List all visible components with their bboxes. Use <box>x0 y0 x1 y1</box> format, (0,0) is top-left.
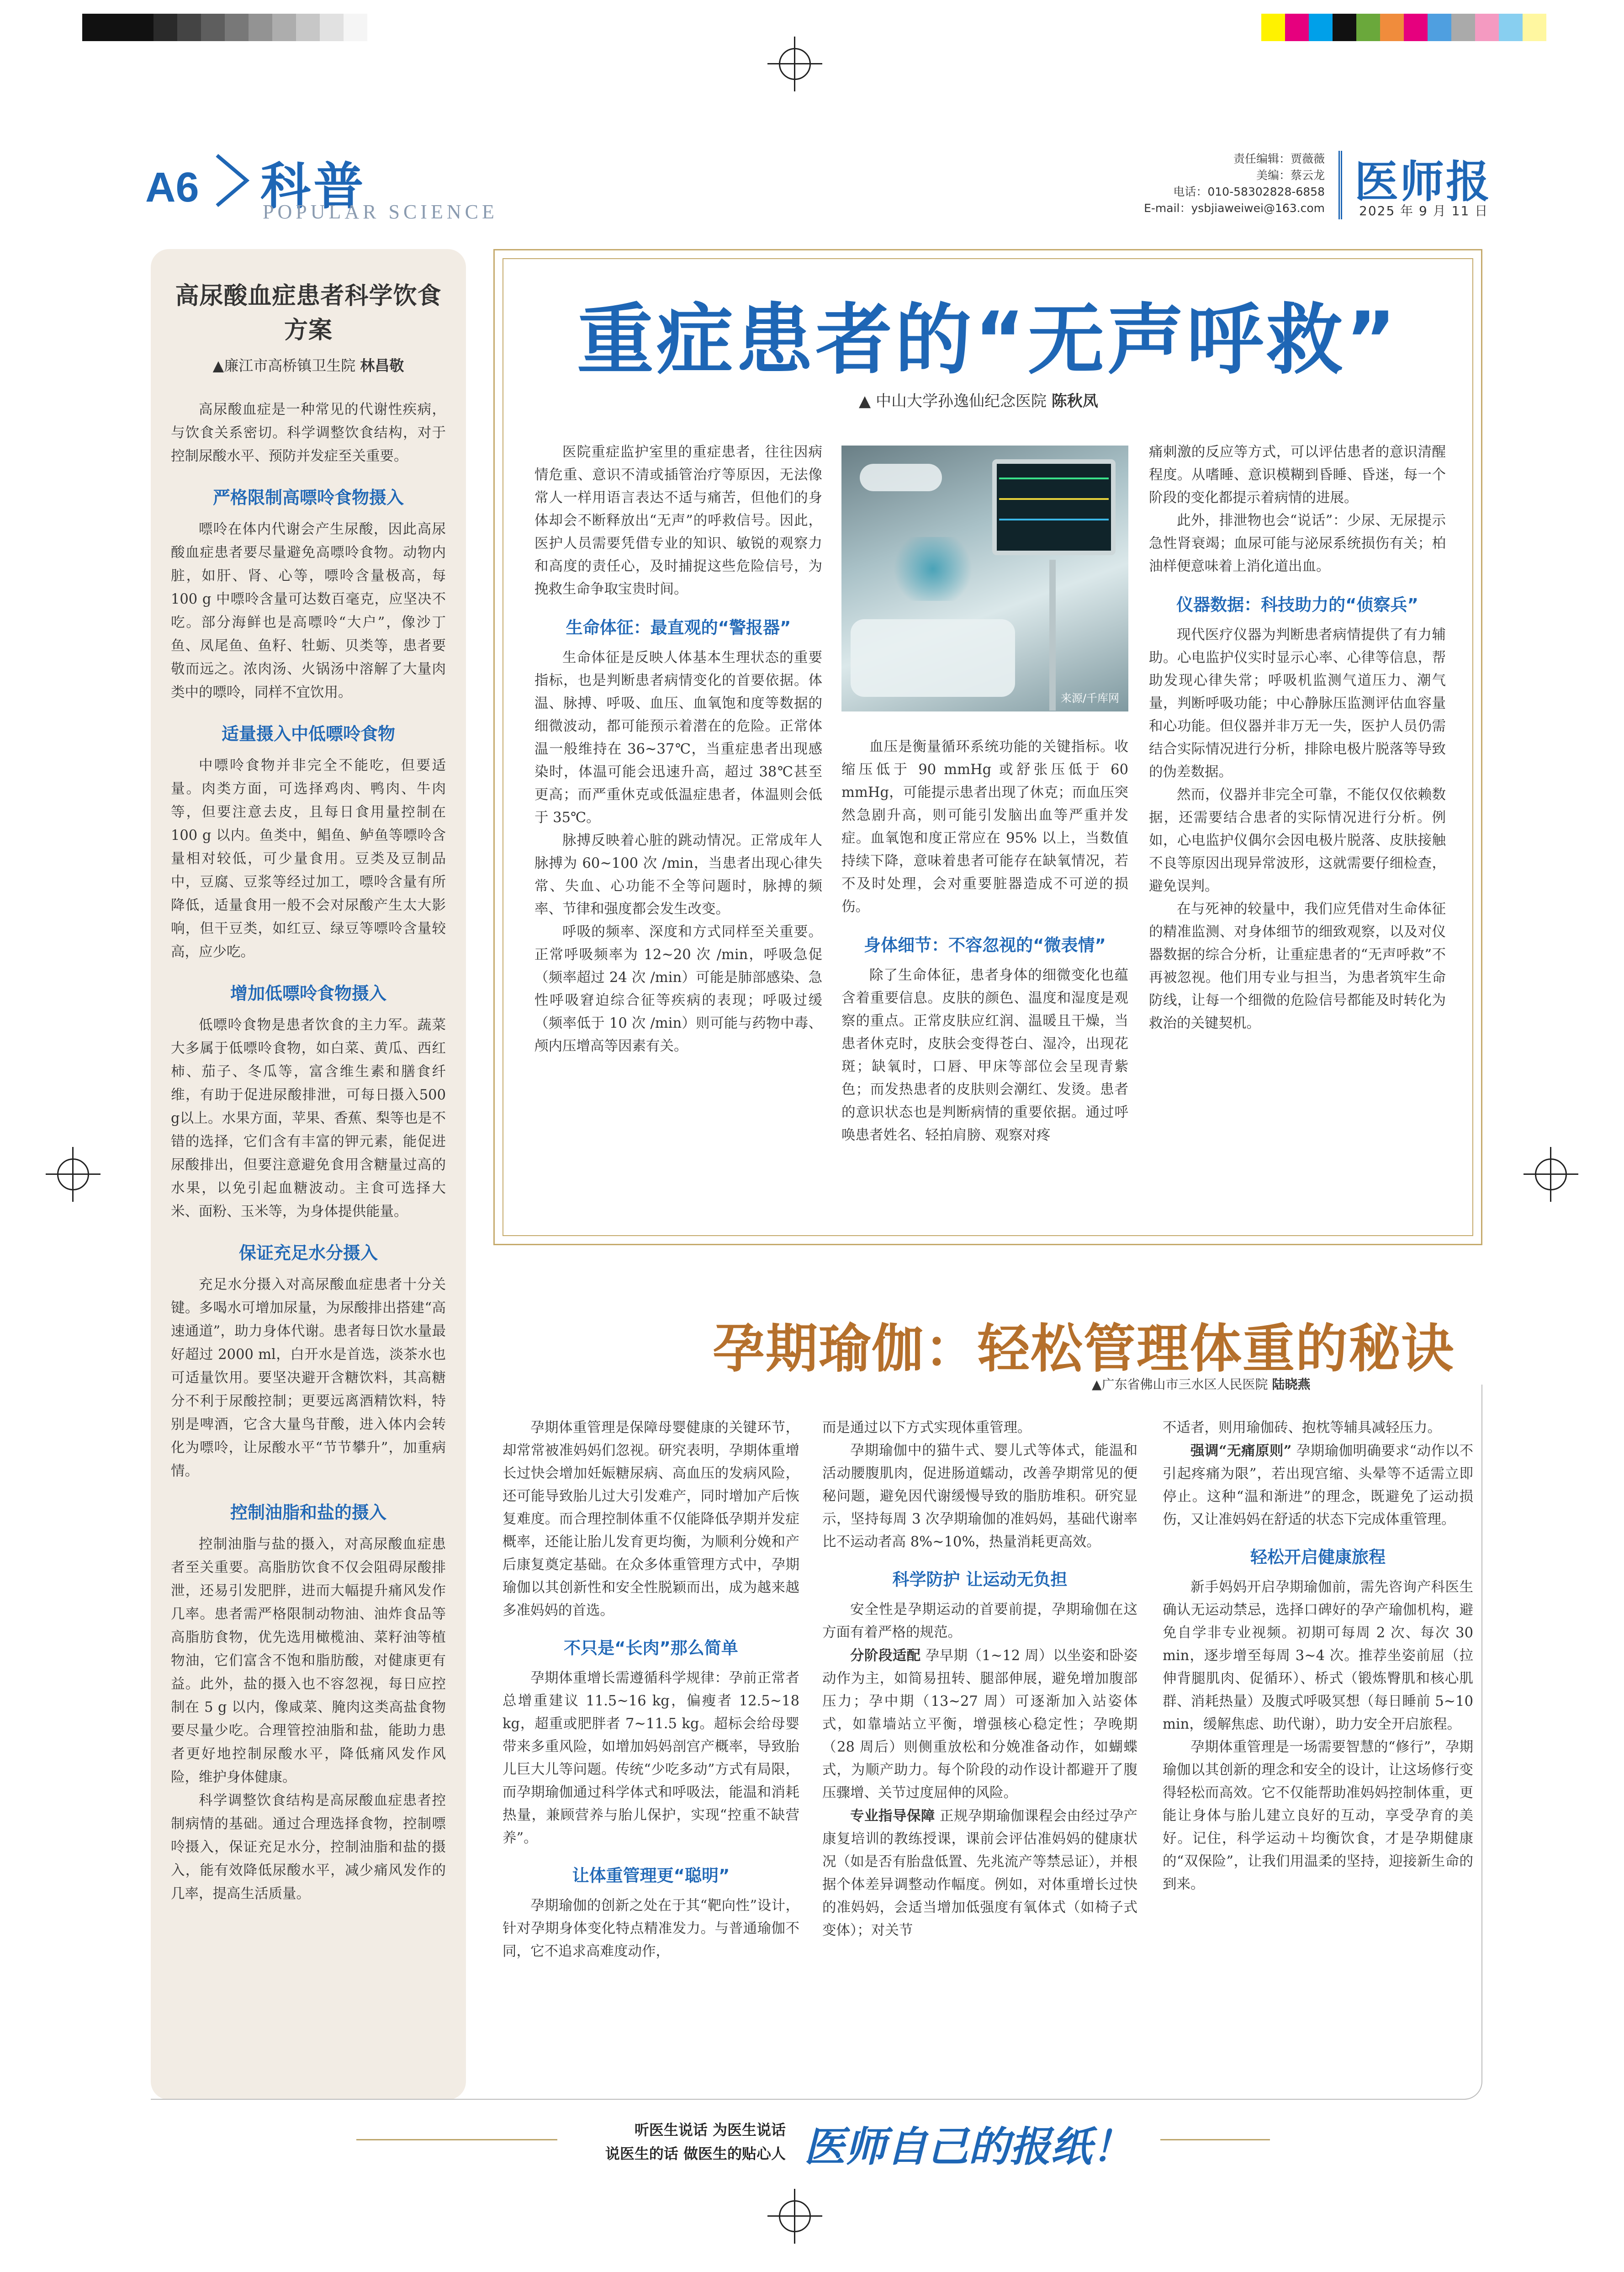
left-intro: 高尿酸血症是一种常见的代谢性疾病，与饮食关系密切。科学调整饮食结构，对于控制尿酸水平、预防并发症至关重要。 <box>171 402 446 464</box>
paragraph-text: 不适者，则用瑜伽砖、抱枕等辅具减轻压力。 <box>1163 1420 1441 1436</box>
registration-mark-right <box>1523 1147 1578 1202</box>
paragraph-lead: 分阶段适配 <box>850 1647 921 1664</box>
color-swatch <box>1333 14 1356 41</box>
author-affiliation: ▲ 中山大学孙逸仙纪念医院 <box>859 392 1047 410</box>
color-calibration-bar <box>1261 14 1546 41</box>
left-paragraph: 低嘌呤食物是患者饮食的主力军。蔬菜大多属于低嘌呤食物，如白菜、黄瓜、西红柿、茄子、冬瓜等，富含维生素和膳食纤维，有助于促进尿酸排泄，可每日摄入500 g以上。水果方面，苹果、香蕉、梨等也是不错的选择，它们含有丰富的钾元素，能促进尿酸排出，但要注意避免食用含糖量过高的水果，以免引起血糖波动。主食可选择大米、面粉、玉米等，为身体提供能量。 <box>171 1017 446 1220</box>
left-paragraph: 嘌呤在体内代谢会产生尿酸，因此高尿酸血症患者要尽量避免高嘌呤食物。动物内脏，如肝、肾、心等，嘌呤含量极高，每 100 g 中嘌呤含量可达数百毫克，应坚决不吃。部分海鲜也是高嘌呤“大户”，像沙丁鱼、凤尾鱼、鱼籽、牡蛎、贝类等，患者要敬而远之。浓肉汤、火锅汤中溶解了大量肉类中的嘌呤，同样不宜饮用。 <box>171 521 446 701</box>
article2-column-2 <box>822 1417 1137 1942</box>
paragraph <box>822 1439 1137 1554</box>
paragraph-text: 孕期瑜伽的创新之处在于其“靶向性”设计，针对孕期身体变化特点精准发力。与普通瑜伽不同，它不追求高难度动作， <box>503 1898 799 1959</box>
issue-date: 2025 年 9 月 11 日 <box>1359 203 1489 218</box>
footer-brand: 医师自己的报纸！ <box>804 2123 1133 2171</box>
paragraph <box>841 736 1128 918</box>
gray-swatch <box>201 14 225 41</box>
author-affiliation: ▲廉江市高桥镇卫生院 <box>212 357 356 374</box>
gray-swatch <box>106 14 130 41</box>
paragraph <box>1149 784 1446 898</box>
footer-banner <box>356 2109 1270 2173</box>
author-name: 陆晓燕 <box>1272 1377 1311 1392</box>
color-swatch <box>1499 14 1523 41</box>
paragraph-text: 除了生命体征，患者身体的细微变化也蕴含着重要信息。皮肤的颜色、温度和湿度是观察的重点。正常皮肤应红润、温暖且干燥，当患者休克时，皮肤会变得苍白、湿冷，出现花斑；缺氧时，口唇、甲床等部位会呈现青紫色；而发热患者的皮肤则会潮红、发烫。患者的意识状态也是判断病情的重要依据。通过呼唤患者姓名、轻拍肩膀、观察对疼 <box>841 967 1128 1143</box>
article2-column-3 <box>1163 1417 1473 1896</box>
paragraph-text: 孕早期（1~12 周）以坐姿和卧姿动作为主，如简易扭转、腿部伸展，避免增加腹部压力；孕中期（13~27 周）可逐渐加入站姿体式，如靠墙站立平衡，增强核心稳定性；孕晚期（28 周后）则侧重放松和分娩准备动作，如蝴蝶式，为顺产助力。每个阶段的动作设计都避开了腹压骤增、关节过度屈伸的风险。 <box>822 1648 1138 1801</box>
section-heading: 不只是“长肉”那么简单 <box>564 1638 738 1658</box>
article2-author <box>1092 1375 1310 1393</box>
section-title: 科普 <box>260 157 366 216</box>
paragraph-text: 脉搏反映着心脏的跳动情况。正常成年人脉搏为 60~100 次 /min，当患者出现心律失常、失血、心功能不全等问题时，脉搏的频率、节律和强度都会发生改变。 <box>534 833 822 917</box>
article2-column-1 <box>503 1417 799 1963</box>
left-paragraph: 科学调整饮食结构是高尿酸血症患者控制病情的基础。通过合理选择食物，控制嘌呤摄入，保证充足水分，控制油脂和盐的摄入，能有效降低尿酸水平，减少痛风发作的几率，提高生活质量。 <box>171 1793 446 1902</box>
paragraph-text: 血压是衡量循环系统功能的关键指标。收缩压低于 90 mmHg 或舒张压低于 60 mmHg，可能提示患者出现了休克；而血压突然急剧升高，则可能引发脑出血等严重并发症。血氧饱和度正常应在 95% 以上，当数值持续下降，意味着患者可能存在缺氧情况，若不及时处理，会对重要脏器造成不可逆的损伤。 <box>841 739 1128 915</box>
paragraph-text: 孕期体重管理是一场需要智慧的“修行”，孕期瑜伽以其创新的理念和安全的设计，让这场修行变得轻松而高效。它不仅能帮助准妈妈控制体重，更能让身体与胎儿建立良好的互动，享受孕育的美好。记住，科学运动＋均衡饮食，才是孕期健康的“双保险”，让我们用温柔的坚持，迎接新生命的到来。 <box>1163 1739 1473 1892</box>
left-article-author <box>171 354 446 375</box>
gray-swatch <box>153 14 177 41</box>
monitor-stand-shape <box>1049 560 1056 711</box>
gray-swatch <box>296 14 320 41</box>
color-swatch <box>1428 14 1451 41</box>
registration-mark-top <box>767 37 822 91</box>
section-subtitle: POPULAR SCIENCE <box>263 201 498 223</box>
left-paragraph: 中嘌呤食物并非完全不能吃，但要适量。肉类方面，可选择鸡肉、鸭肉、牛肉等，但要注意去皮，且每日食用量控制在 100 g 以内。鱼类中，鲳鱼、鲈鱼等嘌呤含量相对较低，可少量食用。豆类及豆制品中，豆腐、豆浆等经过加工，嘌呤含量有所降低，适量食用一般不会对尿酸产生太大影响，但干豆类，如红豆、绿豆等嘌呤含量较高，应少吃。 <box>171 758 446 960</box>
paragraph <box>503 1895 799 1963</box>
gray-swatch <box>225 14 249 41</box>
left-section-heading: 保证充足水分摄入 <box>238 1243 378 1263</box>
article2-title: 孕期瑜伽：轻松管理体重的秘诀 <box>713 1318 1455 1379</box>
footer-rule-right <box>1160 2139 1270 2140</box>
article1-column-1 <box>534 441 822 1058</box>
paragraph-lead: 专业指导保障 <box>850 1808 935 1824</box>
paragraph-text: 医院重症监护室里的重症患者，往往因病情危重、意识不清或插管治疗等原因，无法像常人一样用语言表达不适与痛苦，但他们的身体却会不断释放出“无声”的呼救信号。因此，医护人员需要凭借专业的知识、敏锐的观察力和高度的责任心，及时捕捉这些危险信号，为挽救生命争取宝贵时间。 <box>534 444 822 597</box>
paragraph <box>822 1805 1137 1942</box>
color-swatch <box>1356 14 1380 41</box>
paragraph <box>1163 1736 1473 1896</box>
footer-rule-left <box>356 2139 557 2140</box>
slogan-line-1: 听医生说话 为医生说话 <box>634 2121 786 2139</box>
author-affiliation: ▲广东省佛山市三水区人民医院 <box>1092 1377 1268 1392</box>
gray-swatch <box>272 14 296 41</box>
paragraph <box>534 921 822 1058</box>
section-heading: 身体细节：不容忽视的“微表情” <box>864 935 1106 955</box>
paragraph <box>822 1644 1137 1805</box>
paragraph <box>1163 1417 1473 1439</box>
paragraph-text: 孕期瑜伽明确要求“动作以不引起疼痛为限”，若出现宫缩、头晕等不适需立即停止。这种“温和渐进”的理念，既避免了运动损伤，又让准妈妈在舒适的状态下完成体重管理。 <box>1163 1443 1473 1528</box>
paragraph-lead: 强调“无痛原则” <box>1190 1443 1292 1459</box>
paragraph <box>534 647 822 829</box>
ceiling-lamp-shape <box>860 464 942 491</box>
article1-title: 重症患者的“无声呼救” <box>577 295 1399 385</box>
author-name: 陈秋凤 <box>1051 392 1098 410</box>
photo-credit: 来源/千库网 <box>1060 692 1119 705</box>
paragraph <box>822 1598 1137 1644</box>
color-swatch <box>1309 14 1333 41</box>
paragraph-text: 新手妈妈开启孕期瑜伽前，需先咨询产科医生确认无运动禁忌，选择口碑好的孕产瑜伽机构，避免自学非专业视频。初期可每周 2 次、每次 30 min，逐步增至每周 3~4 次。推荐坐姿前屈（拉伸背腿肌肉、促循环）、桥式（锻炼臀肌和核心肌群、消耗热量）及腹式呼吸冥想（每日睡前 5~10 min，缓解焦虑、助代谢），助力安全开启旅程。 <box>1163 1579 1473 1732</box>
color-swatch <box>1285 14 1309 41</box>
paragraph <box>1149 898 1446 1035</box>
editor-info <box>1087 151 1325 217</box>
footer-slogans <box>571 2118 786 2166</box>
paragraph <box>534 829 822 921</box>
page-number: A6 <box>145 164 199 211</box>
paragraph-text: 孕期体重增长需遵循科学规律：孕前正常者总增重建议 11.5~16 kg，偏瘦者 12.5~18 kg，超重或肥胖者 7~11.5 kg。超标会给母婴带来多重风险，如增加妈妈剖宫产概率，导致胎儿巨大儿等问题。传统“少吃多动”方式有局限，而孕期瑜伽通过科学体式和呼吸法，能温和消耗热量，兼顾营养与胎儿保护，实现“控重不缺营养”。 <box>503 1670 799 1846</box>
left-section-heading: 严格限制高嘌呤食物摄入 <box>212 488 404 508</box>
header-divider <box>1338 151 1342 219</box>
author-name: 林昌敬 <box>360 357 404 374</box>
paragraph <box>841 964 1128 1147</box>
registration-mark-bottom <box>767 2189 822 2244</box>
paragraph-text: 孕期体重管理是保障母婴健康的关键环节，却常常被准妈妈们忽视。研究表明，孕期体重增长过快会增加妊娠糖尿病、高血压的发病风险，还可能导致胎儿过大引发难产，同时增加产后恢复难度。而合理控制体重不仅能降低孕期并发症概率，还能让胎儿发育更均衡，为顺利分娩和产后康复奠定基础。在众多体重管理方式中，孕期瑜伽以其创新性和安全性脱颖而出，成为越来越多准妈妈的首选。 <box>503 1420 799 1619</box>
paragraph <box>503 1667 799 1850</box>
left-section-heading: 增加低嘌呤食物摄入 <box>230 983 386 1003</box>
light-glow-shape <box>887 537 979 601</box>
paragraph-text: 然而，仪器并非完全可靠，不能仅仅依赖数据，还需要结合患者的实际情况进行分析。例如，心电监护仪偶尔会因电极片脱落、皮肤接触不良等原因出现异常波形，这就需要仔细检查，避免误判。 <box>1149 787 1446 894</box>
hospital-bed-shape <box>851 619 1015 697</box>
article1-column-2 <box>841 736 1128 1147</box>
paragraph-text: 现代医疗仪器为判断患者病情提供了有力辅助。心电监护仪实时显示心率、心律等信息，帮助发现心律失常；呼吸机监测气道压力、潮气量，判断呼吸功能；中心静脉压监测评估血容量和心功能。但仪器并非万无一失，医护人员仍需结合实际情况进行分析，排除电极片脱落等导致的伪差数据。 <box>1149 627 1446 780</box>
paragraph-text: 在与死神的较量中，我们应凭借对生命体征的精准监测、对身体细节的细致观察，以及对仪器数据的综合分析，让重症患者的“无声呼救”不再被忽视。他们用专业与担当，为患者筑牢生命防线，让每一个细微的危险信号都能及时转化为救治的关键契机。 <box>1149 901 1446 1031</box>
section-heading: 仪器数据：科技助力的“侦察兵” <box>1176 595 1418 615</box>
paragraph <box>1149 441 1446 510</box>
gray-swatch <box>130 14 153 41</box>
color-swatch <box>1380 14 1404 41</box>
paragraph-text: 孕期瑜伽中的猫牛式、婴儿式等体式，能温和活动腰腹肌肉，促进肠道蠕动，改善孕期常见的便秘问题，避免因代谢缓慢导致的脂肪堆积。研究显示，坚持每周 3 次孕期瑜伽的准妈妈，基础代谢率比不运动者高 8%~10%，热量消耗更高效。 <box>822 1443 1137 1550</box>
paragraph-text: 安全性是孕期运动的首要前提，孕期瑜伽在这方面有着严格的规范。 <box>822 1602 1137 1640</box>
gray-swatch <box>177 14 201 41</box>
paragraph <box>822 1417 1137 1439</box>
left-paragraph: 控制油脂与盐的摄入，对高尿酸血症患者至关重要。高脂肪饮食不仅会阻碍尿酸排泄，还易引发肥胖，进而大幅提升痛风发作几率。患者需严格限制动物油、油炸食品等高脂肪食物，优先选用橄榄油、菜籽油等植物油，它们富含不饱和脂肪酸，对健康更有益。此外，盐的摄入也不容忽视，每日应控制在 5 g 以内，像咸菜、腌肉这类高盐食物要尽量少吃。合理管控油脂和盐，能助力患者更好地控制尿酸水平，降低痛风发作风险，维护身体健康。 <box>171 1536 446 1785</box>
monitor-waveform-icon <box>999 478 1109 479</box>
masthead-logo: 医师报 <box>1354 156 1492 207</box>
color-swatch <box>1523 14 1546 41</box>
gray-calibration-bar <box>82 14 367 41</box>
chevron-right-icon <box>212 151 254 210</box>
article1-column-3 <box>1149 441 1446 1035</box>
color-swatch <box>1451 14 1475 41</box>
email-line: E-mail：ysbjiaweiwei@163.com <box>1144 202 1325 215</box>
patient-monitor-icon <box>992 459 1116 555</box>
paragraph <box>503 1417 799 1622</box>
registration-mark-left <box>46 1147 101 1202</box>
gray-swatch <box>249 14 272 41</box>
icu-monitor-photo <box>841 446 1128 711</box>
paragraph-text: 呼吸的频率、深度和方式同样至关重要。正常呼吸频率为 12~20 次 /min，呼吸急促（频率超过 24 次 /min）可能是肺部感染、急性呼吸窘迫综合征等疾病的表现；呼吸过缓（频率低于 10 次 /min）则可能与药物中毒、颅内压增高等因素有关。 <box>534 924 822 1054</box>
section-heading: 让体重管理更“聪明” <box>572 1866 730 1885</box>
gray-swatch <box>344 14 367 41</box>
paragraph <box>1163 1576 1473 1736</box>
paragraph-text: 而是通过以下方式实现体重管理。 <box>822 1420 1032 1436</box>
paragraph-text: 此外，排泄物也会“说话”：少尿、无尿提示急性肾衰竭；血尿可能与泌尿系统损伤有关；柏油样便意味着上消化道出血。 <box>1149 513 1446 574</box>
left-section-heading: 控制油脂和盐的摄入 <box>230 1502 386 1523</box>
color-swatch <box>1261 14 1285 41</box>
paragraph <box>534 441 822 601</box>
slogan-line-2: 说医生的话 做医生的贴心人 <box>605 2145 786 2162</box>
paragraph <box>1163 1439 1473 1531</box>
editor-line: 责任编辑：贾薇薇 <box>1233 152 1325 165</box>
paragraph <box>1149 510 1446 578</box>
left-paragraph: 充足水分摄入对高尿酸血症患者十分关键。多喝水可增加尿量，为尿酸排出搭建“高速通道”，助力身体代谢。患者每日饮水量最好超过 2000 ml，白开水是首选，淡茶水也可适量饮用。要坚决避开含糖饮料，其高糖分不利于尿酸控制；更要远离酒精饮料，特别是啤酒，它含大量鸟苷酸，进入体内会转化为嘌呤，让尿酸水平“节节攀升”，加重病情。 <box>171 1277 446 1479</box>
paragraph-text: 正规孕期瑜伽课程会由经过孕产康复培训的教练授课，课前会评估准妈妈的健康状况（如是否有胎盘低置、先兆流产等禁忌证），并根据个体差异调整动作幅度。例如，对体重增长过快的准妈妈，会适当增加低强度有氧体式（如椅子式变体）；对关节 <box>822 1808 1138 1938</box>
paragraph-text: 生命体征是反映人体基本生理状态的重要指标，也是判断患者病情变化的首要依据。体温、脉搏、呼吸、血压、血氧饱和度等数据的细微波动，都可能预示着潜在的危险。正常体温一般维持在 36~37℃，当重症患者出现感染时，体温可能会迅速升高，超过 38℃甚至更高；而严重休克或低温症患者，体温则会低于 35℃。 <box>534 650 822 826</box>
gray-swatch <box>82 14 106 41</box>
color-swatch <box>1475 14 1499 41</box>
left-section-heading: 适量摄入中低嘌呤食物 <box>221 724 395 744</box>
phone-line: 电话：010-58302828-6858 <box>1173 185 1325 198</box>
paragraph <box>1149 624 1446 784</box>
paragraph-text: 痛刺激的反应等方式，可以评估患者的意识清醒程度。从嗜睡、意识模糊到昏睡、昏迷，每一个阶段的变化都提示着病情的进展。 <box>1149 444 1446 506</box>
section-heading: 轻松开启健康旅程 <box>1250 1547 1386 1567</box>
designer-line: 美编：蔡云龙 <box>1256 169 1325 182</box>
gray-swatch <box>320 14 344 41</box>
article1-author <box>859 388 1098 411</box>
color-swatch <box>1404 14 1428 41</box>
section-heading: 科学防护 让运动无负担 <box>892 1570 1068 1589</box>
left-article-title: 高尿酸血症患者科学饮食方案 <box>175 282 442 344</box>
section-heading: 生命体征：最直观的“警报器” <box>566 618 791 637</box>
